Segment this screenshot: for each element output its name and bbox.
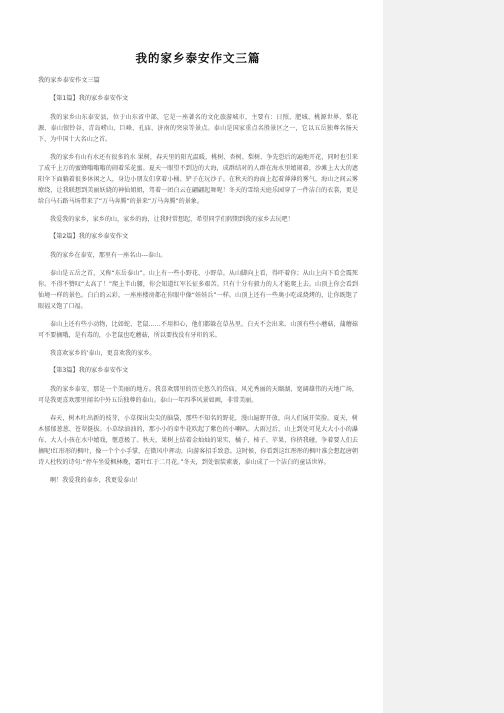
section-2-paragraph-2: 泰山是五岳之首，又称“东岳泰山”。山上有一些小野花、小野草。从山脚向上看，得吓着你；从山上向下看会震死你。不得不赞叹“太高了！”爬上半山腰，你会知道红军长征多艰苦。只有十分有毅力的人才能爬上去。山顶上你会看到仙境一样的景色。白白的云彩，一座座楼房都在你眼中像“娃娃兵”一样。山顶上还有一些奥小吃或烧烤的，让你既饱了眼福又饱了口福。: [38, 270, 358, 310]
section-3-paragraph-1: 我的家乡泰安，那是一个美丽的地方。我喜欢那里的历史悠久的岱庙，风光秀丽的天颐湖，宽阔雄伟的天地广场，可是我更喜欢那里闻名中外五岳独尊的泰山。泰山一年四季风景如画，非常美丽。: [38, 386, 358, 404]
section-1-heading: 【第1篇】我的家乡泰安作文: [50, 95, 129, 102]
section-3-paragraph-2: 春天，树木吐出新的枝芽，小草探出尖尖的脑袋，那些不知名的野花，漫山遍野开放，向人们展开笑脸。夏天，树木郁郁葱葱、苍翠挺拔。小草绿油油的，那小小的牵牛花吹起了紫色的小喇叭。大雨过后，山上到处可见大大小小的瀑布，大人小孩在水中嬉戏，惬意极了。秋天，果树上结着金灿灿的果实，橘子、柿子、苹果，你挤我碰，争着要人们去摘呢!红形形的枫叶，像一个个小手掌，在微风中挥动，向游客招手致意。这时候，你看到这红彤彤的枫叶准会想起唐朝诗人杜牧的诗句:“停车坐爱枫林晚，霜叶红于二月花。”冬天，到处银装素裹，泰山成了一个洁白的童话世界。: [38, 415, 358, 466]
section-1-paragraph-1: 我的家乡山东泰安县，位于山东省中部，它是一座著名的文化旅游城市，主要有：日照、肥城、桃源世界、梨花源、泰山银铃谷、青岛崂山、巨峰、孔庙、济南的突泉等景点。泰山是国家重点名胜景区之一，它以五岳独尊名扬天下，为中国十大名山之首。: [38, 114, 358, 143]
section-2-paragraph-4: 我喜欢家乡的’泰山，更喜欢我的家乡。: [50, 350, 156, 357]
document-title: 我的家乡泰安作文三篇: [135, 51, 261, 65]
section-2-paragraph-3: 泰山上还有些小动物，比如蛇、老鼠……不用担心，他们都躲在草丛里，白天不会出来。山顶有些小蘑菇，蒲蘑菇可不要摘哦，是有毒的，小老鼠也吃蘑菇，所以要找没有牙印的采。: [38, 321, 358, 339]
section-2-heading: 【第2篇】我的家乡泰安作文: [50, 233, 129, 240]
section-1-paragraph-2: 我的家乡有山有水还有很多的水 果树，春天里的阳光温暖，桃树、杏树、梨树、争先恐后的遍地开花，同时也引来了成千上万的蜜蜂嗡嗡嗡的闹着采花蜜。夏天一眼望不到边的大海，成群结对的人群在海水里嬉闹着，沙滩上大大的遮阳伞下面躺着很多休闲之人，身边小朋友们拿着小桶、铲子在玩沙子。在秋天的海面上起着薄薄的雾气，海山之间云雾缭绕，让我联想到美丽妖娆的神仙姐姐，驾着一团白云在翩翩起舞呢！冬天的雪给天庭乐园穿了一件洁白的衣裳，更是给白马石路马场带来了“万马奔腾”的景来“万马奔腾”的景象。: [38, 154, 358, 205]
section-1-paragraph-3: 我爱我的家乡，家乡的山，家乡的海，让我时常想起，希望同学们假期到我的家乡去玩吧！: [50, 216, 294, 223]
document-body: [38, 50, 358, 493]
document-subtitle: 我的家乡泰安作文三篇: [38, 77, 100, 84]
right-sidebar-panel: [383, 0, 504, 713]
section-3-paragraph-3: 啊！我爱我的泰乡，我更爱泰山！: [50, 477, 142, 484]
section-2-paragraph-1: 我的家乡在泰安，那里有一座名山---泰山。: [50, 252, 167, 259]
section-3-heading: 【第3篇】我的家乡泰安作文: [50, 367, 129, 374]
